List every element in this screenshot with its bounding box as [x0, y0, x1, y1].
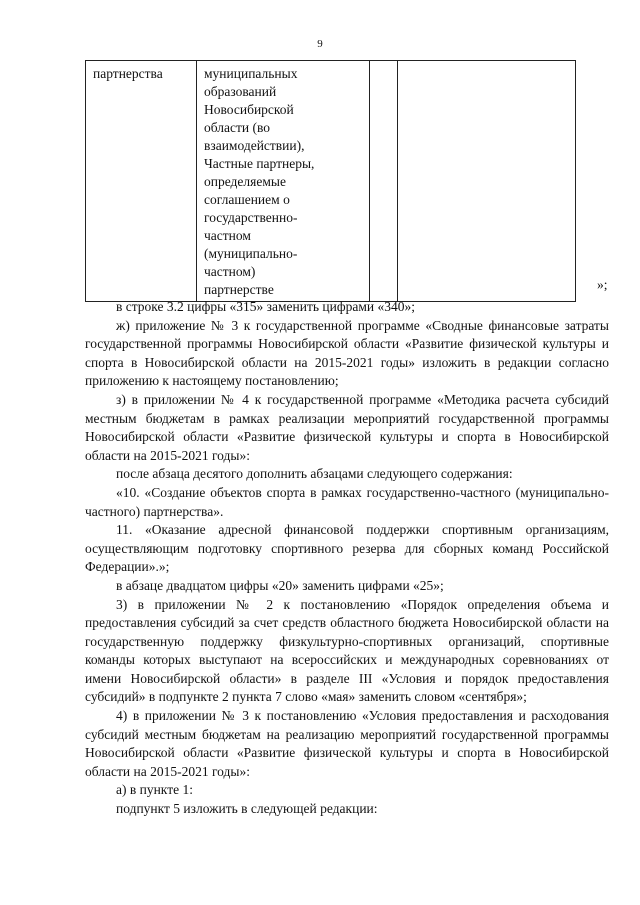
- paragraph: а) в пункте 1:: [116, 782, 193, 798]
- paragraph: 3) в приложении № 2 к постановлению «Порядок определения объема и предоставления субсидий за счет средств областного бюджета Новосибирской области на государственную поддержку физкультурно-спортивных организаций, спортивные команды которых выступают на всероссийских и международных соревнованиях от имени Новосибирской области» в разделе III «Условия и порядок предоставления субсидий» в подпункте 2 пункта 7 слово «мая» заменить словом «сентября»;: [85, 596, 609, 705]
- table-row: [86, 61, 576, 302]
- table-cell-line: государственно-: [204, 210, 298, 225]
- page-number: 9: [317, 38, 323, 50]
- paragraph: после абзаца десятого дополнить абзацами следующего содержания:: [116, 466, 513, 482]
- table-continuation: [85, 60, 576, 302]
- table-cell-line: взаимодействии),: [204, 138, 305, 153]
- table-cell-line: области (во: [204, 120, 271, 135]
- table-cell-line: частном): [204, 264, 256, 279]
- paragraph: «10. «Создание объектов спорта в рамках государственно-частного (муниципально-частного) партнерства».: [85, 484, 609, 519]
- table-cell-line: образований: [204, 84, 277, 99]
- table-cell-line: муниципальных: [204, 66, 298, 81]
- program-table: [85, 60, 576, 302]
- table-closing-quote: »;: [597, 277, 608, 292]
- table-cell-line: (муниципально-: [204, 246, 298, 261]
- table-cell-line: Новосибирской: [204, 102, 294, 117]
- table-cell-col1: партнерства: [86, 61, 197, 302]
- table-cell-col4: [398, 61, 576, 302]
- paragraph: ж) приложение № 3 к государственной программе «Сводные финансовые затраты государственной программы Новосибирской области «Развитие физической культуры и спорта в Новосибирской области на 2015-2021 годы» изложить в редакции согласно приложению к настоящему постановлению;: [85, 317, 609, 389]
- paragraph: 11. «Оказание адресной финансовой поддержки спортивным организациям, осуществляющим подготовку спортивного резерва для сборных команд Российской Федерации».»;: [85, 522, 609, 575]
- table-cell-line: партнерстве: [204, 282, 274, 297]
- paragraph: в строке 3.2 цифры «315» заменить цифрами «340»;: [116, 299, 415, 314]
- paragraph: 4) в приложении № 3 к постановлению «Условия предоставления и расходования субсидий местным бюджетам на реализацию мероприятий государственной программы Новосибирской области «Развитие физической культуры и спорта в Новосибирской области на 2015-2021 годы»:: [85, 708, 609, 779]
- table-cell-line: соглашением о: [204, 192, 290, 207]
- table-cell-col3: [370, 61, 398, 302]
- table-cell-line: частном: [204, 228, 251, 243]
- document-body: [85, 298, 609, 819]
- paragraph: подпункт 5 изложить в следующей редакции:: [116, 801, 378, 817]
- paragraph: в абзаце двадцатом цифры «20» заменить цифрами «25»;: [116, 577, 444, 593]
- table-cell-line: Частные партнеры,: [204, 156, 315, 171]
- table-cell-line: определяемые: [204, 174, 286, 189]
- table-cell-col2: [197, 61, 370, 302]
- paragraph: з) в приложении № 4 к государственной программе «Методика расчета субсидий местным бюджетам в рамках реализации мероприятий государственной программы Новосибирской области «Развитие физической культуры и спорта в Новосибирской области на 2015-2021 годы»:: [85, 391, 609, 463]
